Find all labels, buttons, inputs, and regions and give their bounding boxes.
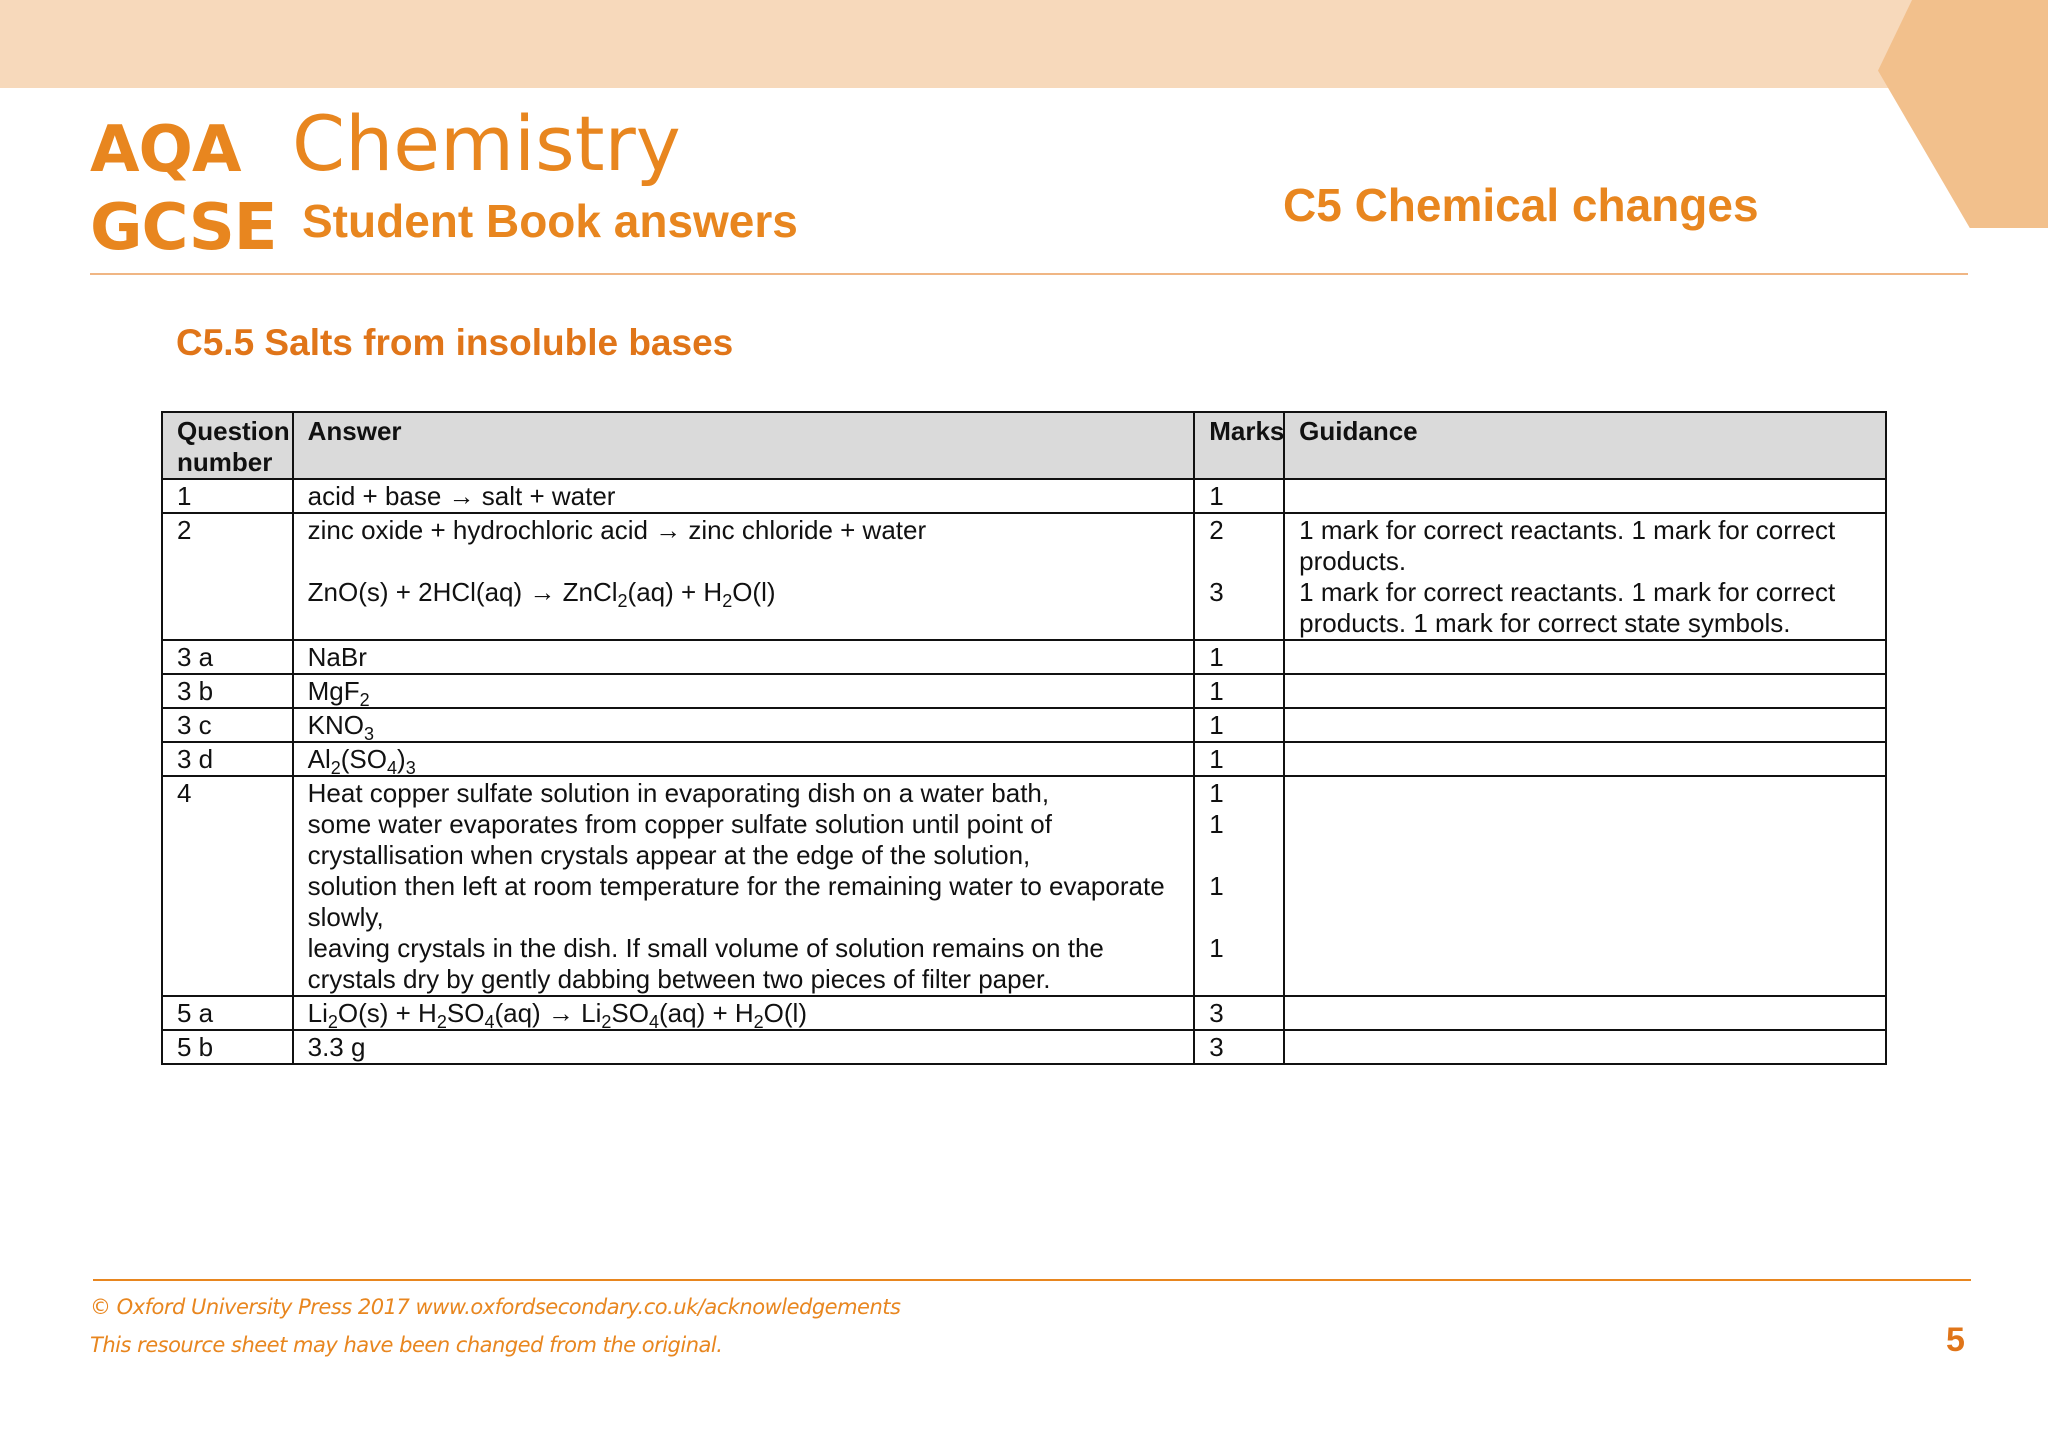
- answer-line: [308, 1032, 1180, 1063]
- marks-value: 1: [1209, 871, 1224, 901]
- marks-value: 1: [1209, 778, 1224, 808]
- top-band: [0, 0, 2048, 88]
- answer-line: [307, 744, 1180, 779]
- answer-text: O(l): [732, 577, 776, 607]
- answer-text: solution then left at room temperature for the remaining water to evaporate slowly,: [307, 871, 1165, 932]
- subscript: 4: [484, 1012, 495, 1033]
- subscript: 3: [405, 758, 416, 779]
- guidance-cell: [1284, 996, 1886, 1030]
- guidance-cell: [1284, 708, 1886, 742]
- answer-text: ZnO(s) + 2HCl(aq) → ZnCl: [307, 577, 618, 607]
- answer-line: [308, 642, 1180, 673]
- answer-cell: [293, 996, 1195, 1033]
- question-cell: 5 a: [162, 996, 293, 1030]
- subscript: 4: [648, 1012, 659, 1033]
- answer-text: (SO: [340, 744, 387, 774]
- marks-value: 1: [1209, 710, 1224, 740]
- answer-line: [308, 809, 1180, 871]
- table-row: [162, 513, 1886, 640]
- question-cell: 2: [162, 513, 293, 640]
- answer-text: SO: [446, 998, 485, 1028]
- brand-subtitle: Student Book answers: [302, 195, 798, 247]
- brand-subject: Chemistry: [292, 99, 681, 188]
- answer-cell: [293, 742, 1195, 779]
- marks-cell: [1194, 1030, 1284, 1064]
- marks-value: 1: [1209, 809, 1224, 839]
- subscript: 2: [753, 1012, 764, 1033]
- line-gap: [308, 546, 1180, 577]
- subscript: 2: [601, 1012, 612, 1033]
- answer-line: [308, 871, 1180, 933]
- answer-line: [308, 481, 1180, 512]
- subscript: 4: [387, 758, 398, 779]
- answer-line: [308, 933, 1180, 995]
- answer-text: Heat copper sulfate solution in evaporating dish on a water bath,: [307, 778, 1050, 808]
- marks-value: 2: [1209, 515, 1224, 545]
- question-cell: 3 a: [162, 640, 293, 674]
- marks-value: 3: [1209, 577, 1224, 607]
- question-cell: 3 d: [162, 742, 293, 776]
- answers-body: [162, 479, 1886, 1064]
- table-row: [162, 674, 1886, 708]
- answer-cell: [293, 708, 1195, 745]
- marks-value: 1: [1209, 676, 1224, 706]
- answer-text: leaving crystals in the dish. If small volume of solution remains on the crystals dry by gently dabbing between two pieces of filter paper.: [307, 933, 1104, 994]
- question-cell: 5 b: [162, 1030, 293, 1064]
- answer-text: KNO: [307, 710, 364, 740]
- header-question: Question number: [162, 412, 293, 479]
- answer-cell: [293, 776, 1195, 996]
- table-row: [162, 776, 1886, 996]
- marks-value: [1209, 902, 1269, 933]
- guidance-cell: [1284, 513, 1886, 640]
- subscript: 2: [436, 1012, 447, 1033]
- answer-cell: [293, 1030, 1195, 1064]
- answer-text: (aq) + H: [658, 998, 754, 1028]
- footer-note: This resource sheet may have been changed from the original.: [90, 1333, 723, 1357]
- answer-text: acid + base → salt + water: [307, 481, 616, 511]
- table-row: [162, 1030, 1886, 1064]
- answer-line: [307, 998, 1180, 1033]
- answer-text: MgF: [307, 676, 360, 706]
- header-rule: [90, 273, 1968, 275]
- header-marks: Marks: [1194, 412, 1284, 479]
- header-guidance: Guidance: [1284, 412, 1886, 479]
- brand-gcse: GCSE: [90, 191, 277, 265]
- subscript: 2: [327, 1012, 338, 1033]
- subscript: 2: [617, 591, 628, 612]
- answer-text: Li: [307, 998, 328, 1028]
- footer-copyright: © Oxford University Press 2017 www.oxfordsecondary.co.uk/acknowledgements: [90, 1295, 901, 1319]
- question-cell: 4: [162, 776, 293, 996]
- table-row: [162, 640, 1886, 674]
- subscript: 2: [359, 690, 370, 711]
- marks-value: 3: [1209, 1032, 1224, 1062]
- answers-table: [161, 411, 1887, 1065]
- answer-text: O(s) + H: [337, 998, 437, 1028]
- guidance-cell: [1284, 674, 1886, 708]
- question-cell: 1: [162, 479, 293, 513]
- marks-value: 3: [1209, 998, 1224, 1028]
- marks-cell: [1194, 640, 1284, 674]
- answer-line: [307, 676, 1180, 711]
- table-row: [162, 742, 1886, 776]
- answer-text: ): [397, 744, 406, 774]
- brand-aqa: AQA: [90, 113, 241, 187]
- guidance-cell: [1284, 776, 1886, 996]
- answer-text: (aq) → Li: [494, 998, 602, 1028]
- footer-rule: [93, 1279, 1971, 1281]
- answer-cell: [293, 513, 1195, 640]
- table-row: [162, 996, 1886, 1030]
- marks-cell: [1194, 742, 1284, 776]
- guidance-cell: [1284, 640, 1886, 674]
- guidance-text: 1 mark for correct reactants. 1 mark for correct products. 1 mark for correct state symbols.: [1299, 577, 1836, 638]
- guidance-text: 1 mark for correct reactants. 1 mark for correct products.: [1299, 515, 1836, 576]
- answer-line: [308, 778, 1180, 809]
- answer-text: NaBr: [307, 642, 367, 672]
- question-cell: 3 b: [162, 674, 293, 708]
- header-answer: Answer: [293, 412, 1195, 479]
- answer-text: zinc oxide + hydrochloric acid → zinc chloride + water: [307, 515, 927, 545]
- table-row: [162, 708, 1886, 742]
- table-row: [162, 479, 1886, 513]
- subscript: 2: [330, 758, 341, 779]
- guidance-cell: [1284, 479, 1886, 513]
- marks-cell: [1194, 674, 1284, 708]
- answer-text: SO: [611, 998, 649, 1028]
- marks-cell: [1194, 996, 1284, 1030]
- answer-text: Al: [307, 744, 331, 774]
- corner-decoration: [1878, 0, 2048, 228]
- guidance-cell: [1284, 1030, 1886, 1064]
- section-title: C5.5 Salts from insoluble bases: [176, 322, 734, 363]
- marks-cell: [1194, 513, 1284, 640]
- answer-text: 3.3 g: [307, 1032, 366, 1062]
- chapter-title: C5 Chemical changes: [1283, 179, 1759, 231]
- marks-cell: [1194, 708, 1284, 742]
- marks-cell: [1194, 776, 1284, 996]
- answer-text: O(l): [763, 998, 807, 1028]
- marks-value: 1: [1209, 481, 1224, 511]
- subscript: 2: [722, 591, 733, 612]
- marks-value: 1: [1209, 744, 1224, 774]
- subscript: 3: [363, 724, 374, 745]
- answer-cell: [293, 479, 1195, 513]
- marks-cell: [1194, 479, 1284, 513]
- answer-line: [307, 710, 1180, 745]
- answer-text: (aq) + H: [627, 577, 723, 607]
- answer-cell: [293, 674, 1195, 711]
- marks-value: [1209, 840, 1269, 871]
- question-cell: 3 c: [162, 708, 293, 742]
- answer-line: [307, 577, 1180, 612]
- guidance-cell: [1284, 742, 1886, 776]
- marks-value: 1: [1209, 642, 1224, 672]
- page-number: 5: [1946, 1321, 1965, 1359]
- table-header-row: [162, 412, 1886, 479]
- answer-line: [308, 515, 1180, 546]
- marks-value: 1: [1209, 933, 1224, 963]
- marks-value: [1209, 546, 1269, 577]
- answer-text: some water evaporates from copper sulfate solution until point of crystallisation when crystals appear at the edge of the solution,: [307, 809, 1052, 870]
- answer-cell: [293, 640, 1195, 674]
